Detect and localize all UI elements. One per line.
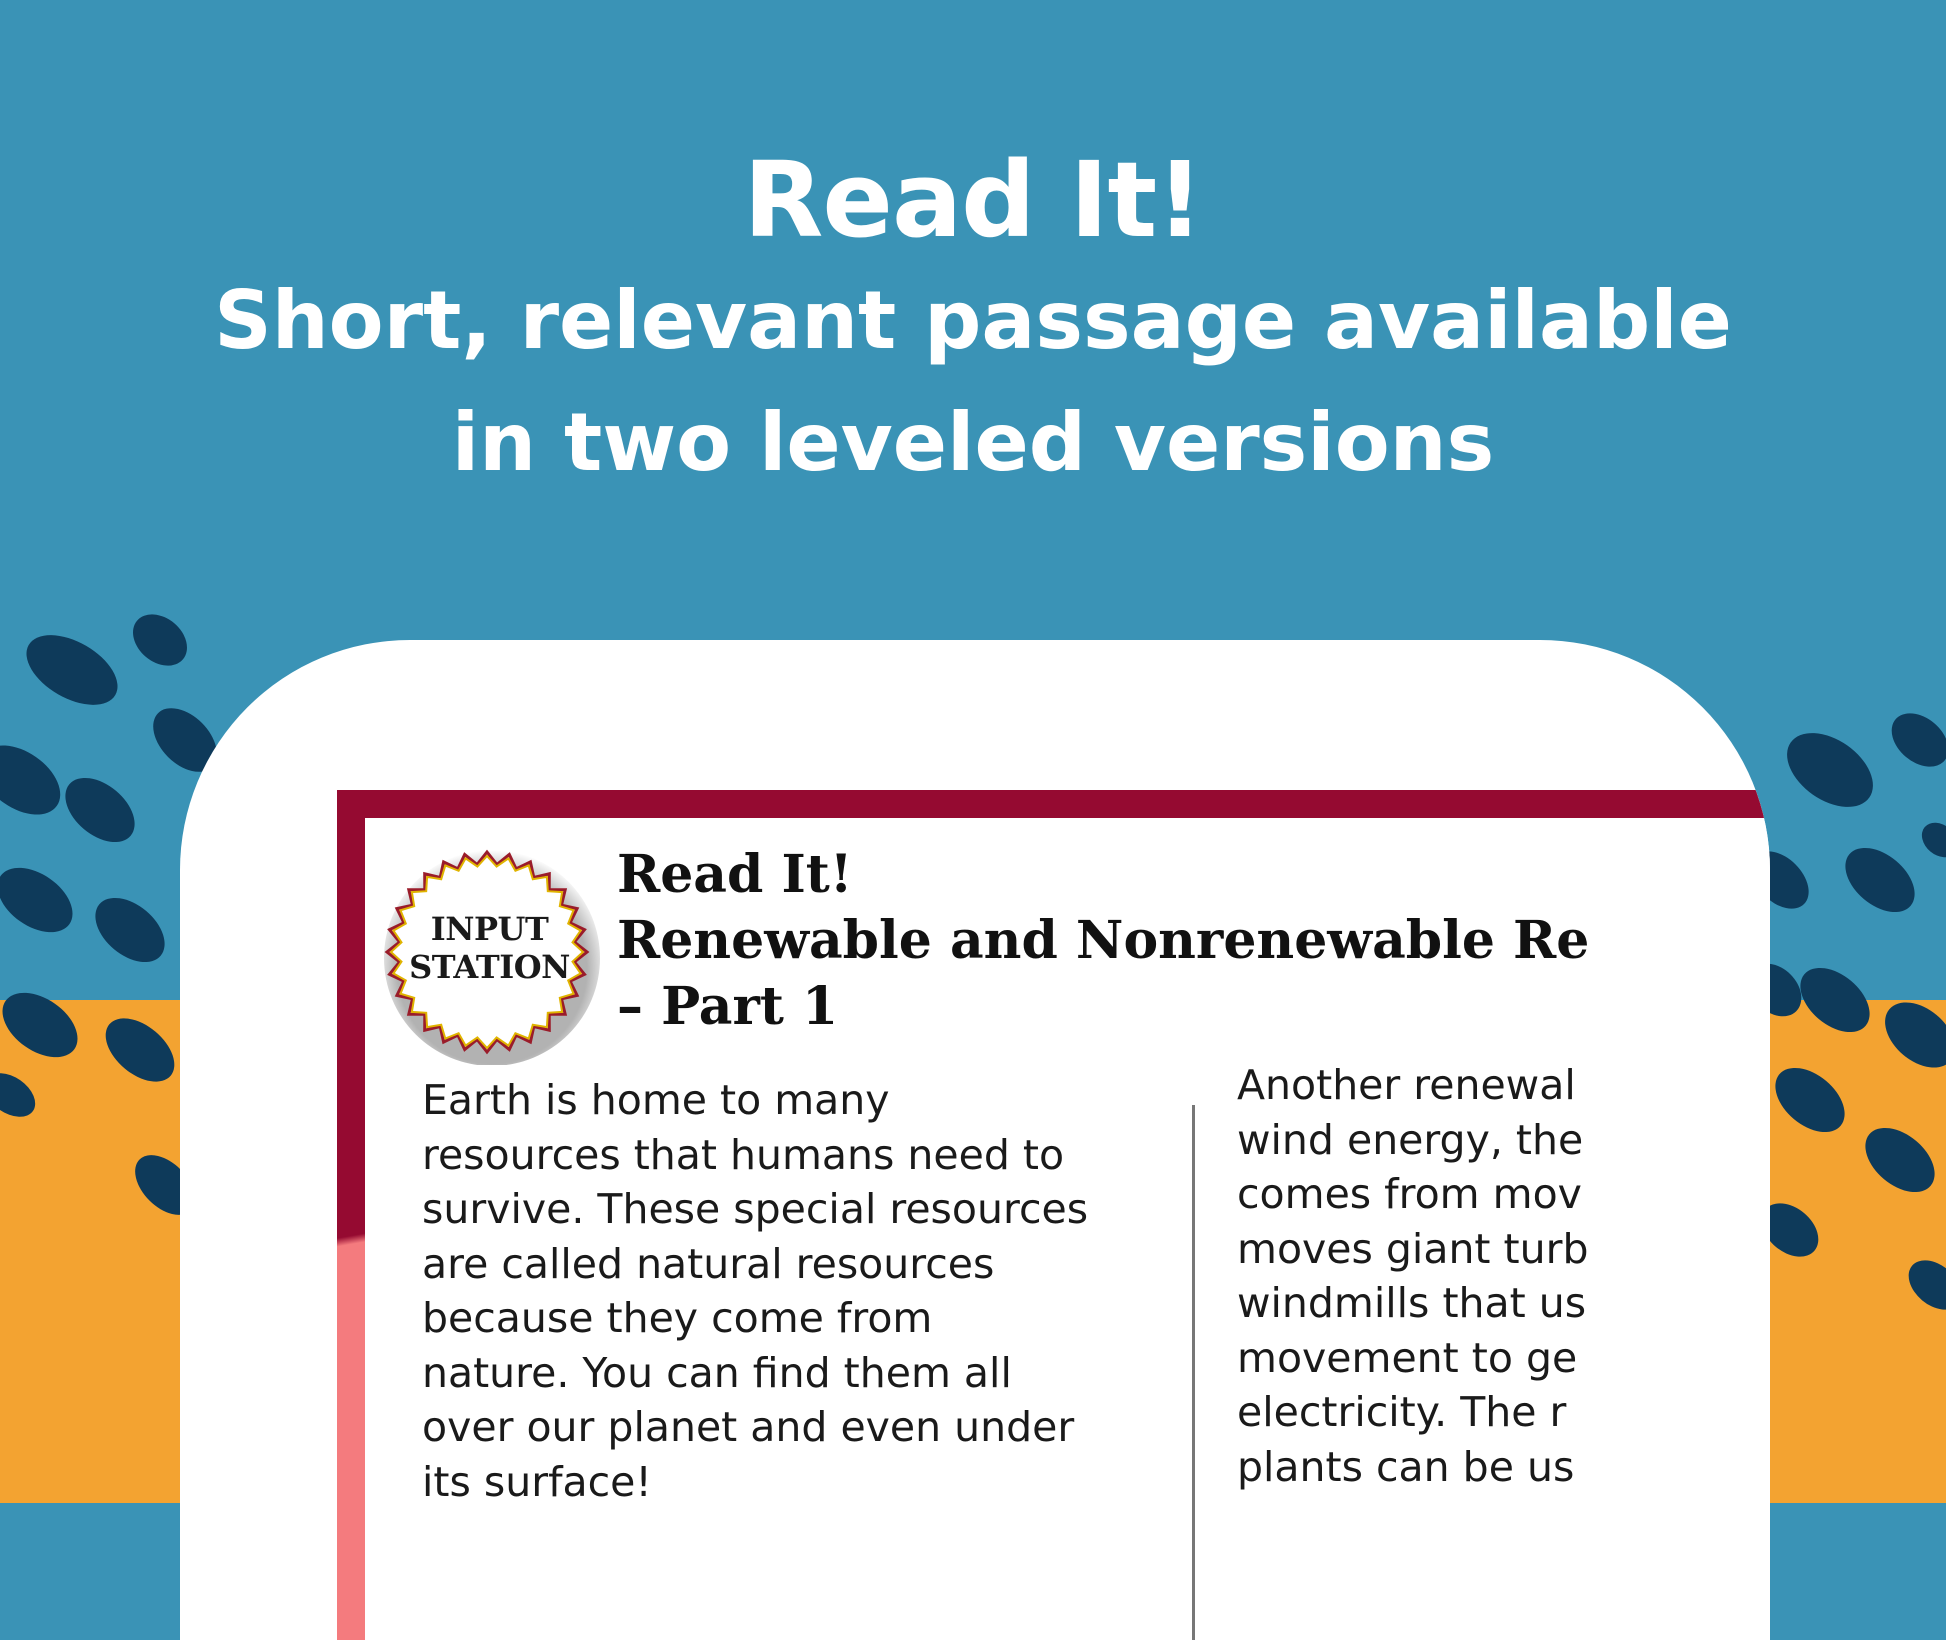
passage-line: windmills that us	[1237, 1279, 1587, 1327]
passage-line: over our planet and even under	[422, 1403, 1075, 1451]
worksheet-top-border	[337, 790, 1770, 818]
passage-line: survive. These special resources	[422, 1185, 1089, 1233]
passage-line: Earth is home to many	[422, 1076, 890, 1124]
passage-line: movement to ge	[1237, 1333, 1578, 1382]
worksheet-title	[617, 842, 1589, 1040]
passage-line: its surface!	[422, 1457, 652, 1506]
column-divider	[1192, 1105, 1195, 1640]
passage-line: are called natural resources	[422, 1239, 995, 1288]
passage-line: wind energy, the	[1237, 1115, 1584, 1164]
worksheet-title-line-3: – Part 1	[617, 976, 839, 1037]
headline-title: Read It!	[743, 139, 1203, 261]
preview-card	[180, 640, 1770, 1640]
worksheet-preview	[337, 790, 1770, 1640]
worksheet-title-line-1: Read It!	[617, 844, 853, 905]
headline	[0, 140, 1946, 504]
passage-left-column	[422, 1073, 1088, 1509]
passage-line: plants can be us	[1237, 1442, 1575, 1491]
passage-line: nature. You can find them all	[422, 1348, 1012, 1397]
badge-label	[377, 910, 602, 986]
worksheet-title-line-2: Renewable and Nonrenewable Re	[617, 910, 1590, 971]
passage-line: because they come from	[422, 1294, 933, 1342]
passage-line: moves giant turb	[1237, 1224, 1589, 1273]
passage-line: resources that humans need to	[422, 1130, 1065, 1179]
passage-right-column	[1237, 1058, 1588, 1494]
badge-label-line-2: STATION	[409, 948, 570, 986]
headline-subtitle-line-1: Short, relevant passage available	[214, 274, 1732, 367]
badge-label-line-1: INPUT	[430, 910, 549, 948]
passage-line: electricity. The r	[1237, 1388, 1567, 1436]
passage-line: Another renewal	[1237, 1061, 1576, 1109]
headline-subtitle-line-2: in two leveled versions	[451, 396, 1495, 489]
worksheet-left-border-accent	[337, 1265, 365, 1640]
passage-line: comes from mov	[1237, 1170, 1582, 1218]
